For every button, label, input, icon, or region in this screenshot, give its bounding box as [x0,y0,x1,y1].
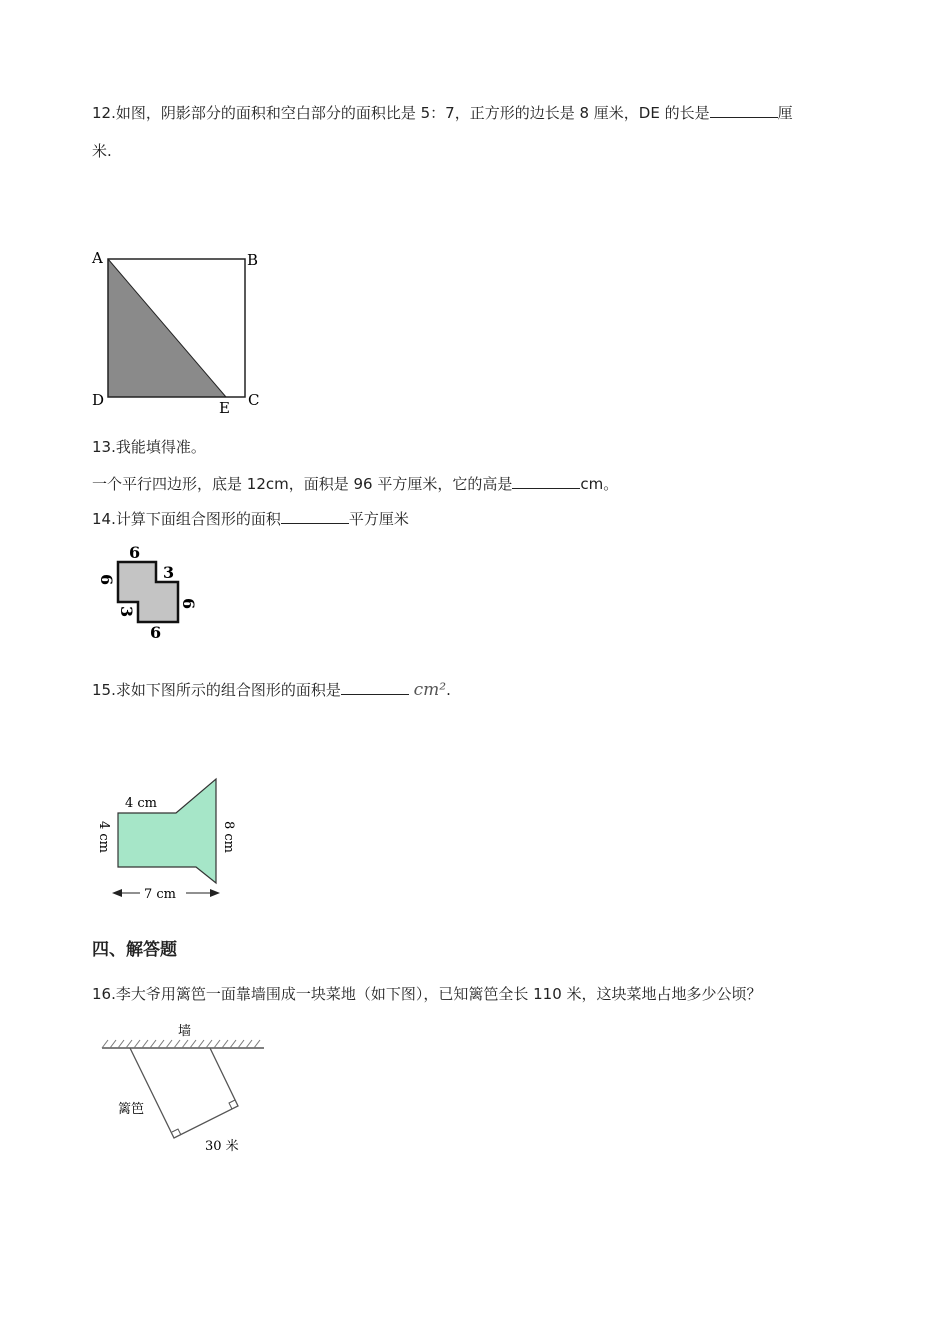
q12-text: 12.如图，阴影部分的面积和空白部分的面积比是 5：7，正方形的边长是 8 厘米，DE 的长是 [92,104,710,122]
q15-text: 15.求如下图所示的组合图形的面积是 [92,681,341,699]
q15-answer-blank[interactable] [341,680,409,695]
q13-title: 13.我能填得准。 [92,438,206,456]
q14-text: 14.计算下面组合图形的面积 [92,510,281,528]
q14-label-bottom: 6 [150,623,162,642]
q12-line2: 米. [92,142,112,160]
q14-label-right: 6 [179,598,198,610]
section-heading: 四、解答题 [92,940,177,960]
q14-label-top: 6 [129,543,141,562]
q16-fence [130,1048,238,1138]
q16-label-fence: 篱笆 [118,1102,145,1117]
q12-label-a: A [92,249,103,267]
q12-text-end: 厘 [777,104,793,122]
q15-label-top: 4 cm [125,796,158,811]
q15-shape [118,779,216,883]
q15-arrow-left [112,889,122,897]
q15-label-left: 4 cm [96,821,111,854]
q14-line [92,509,409,529]
q16-text: 16.李大爷用篱笆一面靠墙围成一块菜地（如下图），已知篱笆全长 110 米，这块菜地占地多少公顷？ [92,985,762,1003]
q12-label-d: D [92,391,105,409]
q13-unit: cm。 [580,475,619,493]
q12-square-figure [86,246,276,418]
q15-label-right: 8 cm [221,821,236,854]
q12-label-b: B [247,251,259,269]
q16-garden-figure [96,1020,272,1160]
q15-arrow-right [210,889,220,897]
q15-period: . [446,681,451,699]
q14-label-right-top: 3 [163,563,175,582]
q14-unit: 平方厘米 [348,510,409,528]
q14-label-left-bottom: 3 [117,606,136,618]
q16-wall-hatching [102,1040,260,1048]
q16-label-side: 30 米 [205,1139,239,1154]
q12-answer-blank[interactable] [710,103,778,118]
q12-line1 [92,103,793,123]
q15-label-bottom: 7 cm [144,887,177,902]
q12-label-e: E [219,399,230,417]
q13-line [92,474,618,494]
q15-composite-figure [92,775,244,907]
q16-label-wall: 墙 [178,1024,192,1039]
q13-text: 一个平行四边形，底是 12cm，面积是 96 平方厘米，它的高是 [92,475,513,493]
q14-answer-blank[interactable] [281,509,349,524]
q12-label-c: C [248,391,260,409]
q15-line [92,680,451,700]
q14-label-left: 6 [97,574,116,586]
q16-right-angle-1 [172,1129,181,1135]
q14-composite-figure [92,540,212,644]
q13-answer-blank[interactable] [512,474,580,489]
q15-unit: cm² [413,680,447,700]
